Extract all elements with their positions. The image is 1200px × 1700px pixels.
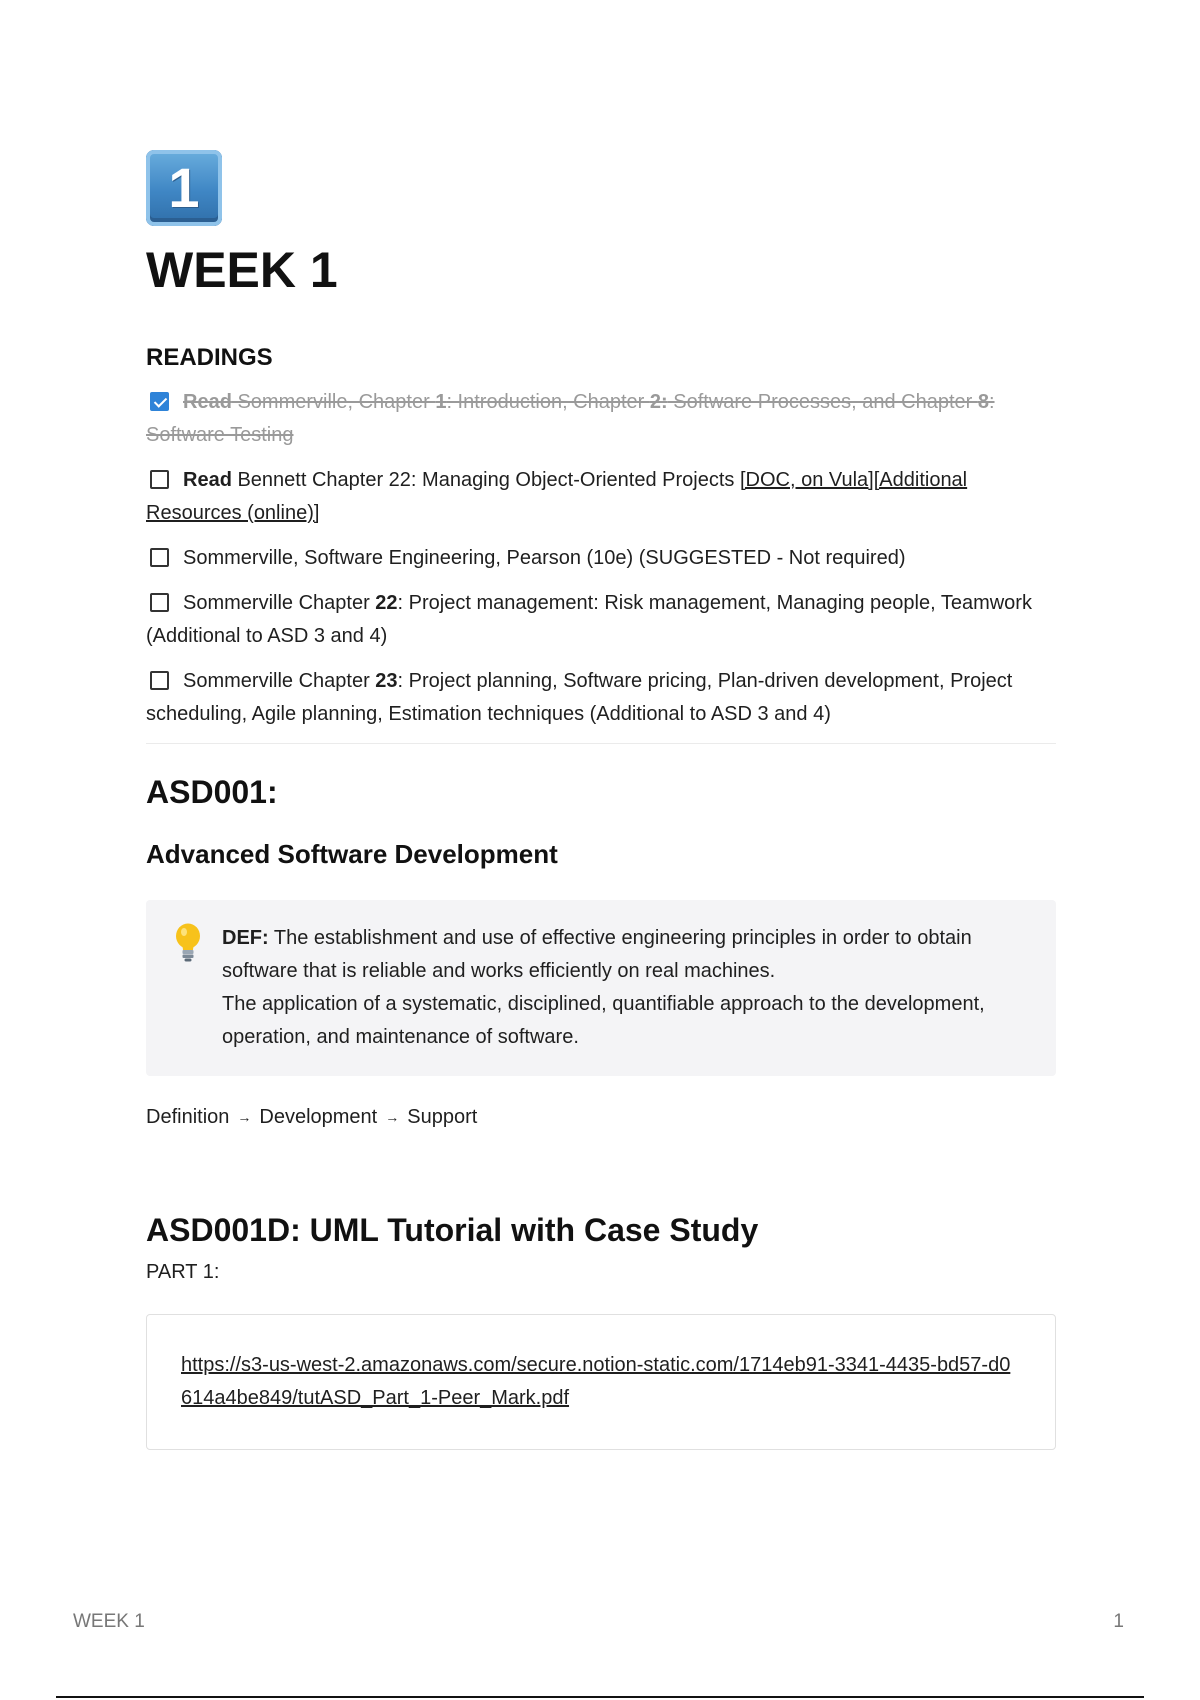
- flow-step-definition: Definition: [146, 1106, 230, 1128]
- pdf-embed: [146, 1314, 1056, 1450]
- page-content: [146, 150, 1056, 1450]
- todo-text-part: : Software Testing: [146, 391, 995, 446]
- reading-todo-item: [146, 665, 1056, 731]
- todo-text-part: : Project management: Risk management, Managing people, Teamwork (Additional to ASD 3 and 4): [146, 592, 1032, 647]
- readings-todo-list: [146, 386, 1056, 731]
- reading-todo-item: [146, 542, 1056, 575]
- todo-text-part: Read: [183, 391, 232, 413]
- todo-text-part: 23: [375, 670, 398, 692]
- todo-text-part: Sommerville, Software Engineering, Pearson (10e) (SUGGESTED - Not required): [183, 547, 906, 569]
- todo-text-part: Sommerville, Chapter: [231, 391, 436, 413]
- process-flow: [146, 1102, 1056, 1132]
- todo-text-part: : Introduction, Chapter: [446, 391, 650, 413]
- reading-todo-item: [146, 386, 1056, 452]
- asd001-subheading: Advanced Software Development: [146, 839, 558, 869]
- checkbox[interactable]: [150, 470, 169, 489]
- resource-link[interactable]: [DOC, on Vula][Additional Resources (online)]: [146, 469, 968, 524]
- reading-todo-item: [146, 464, 1056, 530]
- todo-text-part: Software Processes, and Chapter: [667, 391, 978, 413]
- flow-step-support: Support: [407, 1106, 478, 1128]
- definition-callout: [146, 900, 1056, 1076]
- todo-text: [183, 547, 906, 569]
- todo-text-part: Sommerville Chapter: [183, 670, 376, 692]
- todo-text-part: 22: [375, 592, 398, 614]
- readings-heading: READINGS: [146, 344, 273, 371]
- checkbox[interactable]: [150, 548, 169, 567]
- keycap-one-icon: [146, 150, 222, 226]
- reading-todo-item: [146, 587, 1056, 653]
- divider: [146, 743, 1056, 744]
- todo-text-part: 8: [977, 391, 989, 413]
- lightbulb-icon: [168, 922, 208, 964]
- definition-line-1: The establishment and use of effective engineering principles in order to obtain software that is reliable and works efficiently on real machines.: [222, 927, 972, 982]
- definition-line-2: The application of a systematic, disciplined, quantifiable approach to the development, operation, and maintenance of software.: [222, 993, 985, 1048]
- todo-text-part: : Project planning, Software pricing, Plan-driven development, Project scheduling, Agile planning, Estimation techniques (Additional to ASD 3 and 4): [146, 670, 1013, 725]
- todo-text-part: Read: [183, 469, 232, 491]
- callout-text: [222, 922, 1032, 1054]
- footer-title: WEEK 1: [73, 1611, 145, 1632]
- arrow-right-icon: →: [237, 1109, 252, 1125]
- todo-text-part: 1: [435, 391, 447, 413]
- checkbox[interactable]: [150, 593, 169, 612]
- arrow-right-icon: →: [385, 1109, 400, 1125]
- keycap-digit: 1: [168, 156, 200, 219]
- pdf-link[interactable]: https://s3-us-west-2.amazonaws.com/secure.notion-static.com/1714eb91-3341-4435-bd57-d0614a4be849/tutASD_Part_1-Peer_Mark.pdf: [181, 1354, 1011, 1409]
- todo-text-part: Sommerville Chapter: [183, 592, 376, 614]
- part-label: PART 1:: [146, 1261, 220, 1283]
- todo-text: [146, 391, 995, 446]
- page-title: WEEK 1: [146, 242, 338, 298]
- todo-text: [146, 592, 1032, 647]
- def-label: DEF:: [222, 927, 269, 949]
- asd001-heading: ASD001:: [146, 774, 278, 810]
- checkbox-checked[interactable]: [150, 392, 169, 411]
- checkbox[interactable]: [150, 671, 169, 690]
- todo-text-part: Bennett Chapter 22: Managing Object-Oriented Projects: [231, 469, 740, 491]
- todo-text: [146, 670, 1012, 725]
- todo-text: [146, 469, 967, 524]
- todo-text-part: 2:: [649, 391, 668, 413]
- flow-step-development: Development: [259, 1106, 378, 1128]
- uml-heading: ASD001D: UML Tutorial with Case Study: [146, 1212, 759, 1248]
- bottom-rule: [56, 1696, 1144, 1698]
- page-number: 1: [1113, 1611, 1124, 1632]
